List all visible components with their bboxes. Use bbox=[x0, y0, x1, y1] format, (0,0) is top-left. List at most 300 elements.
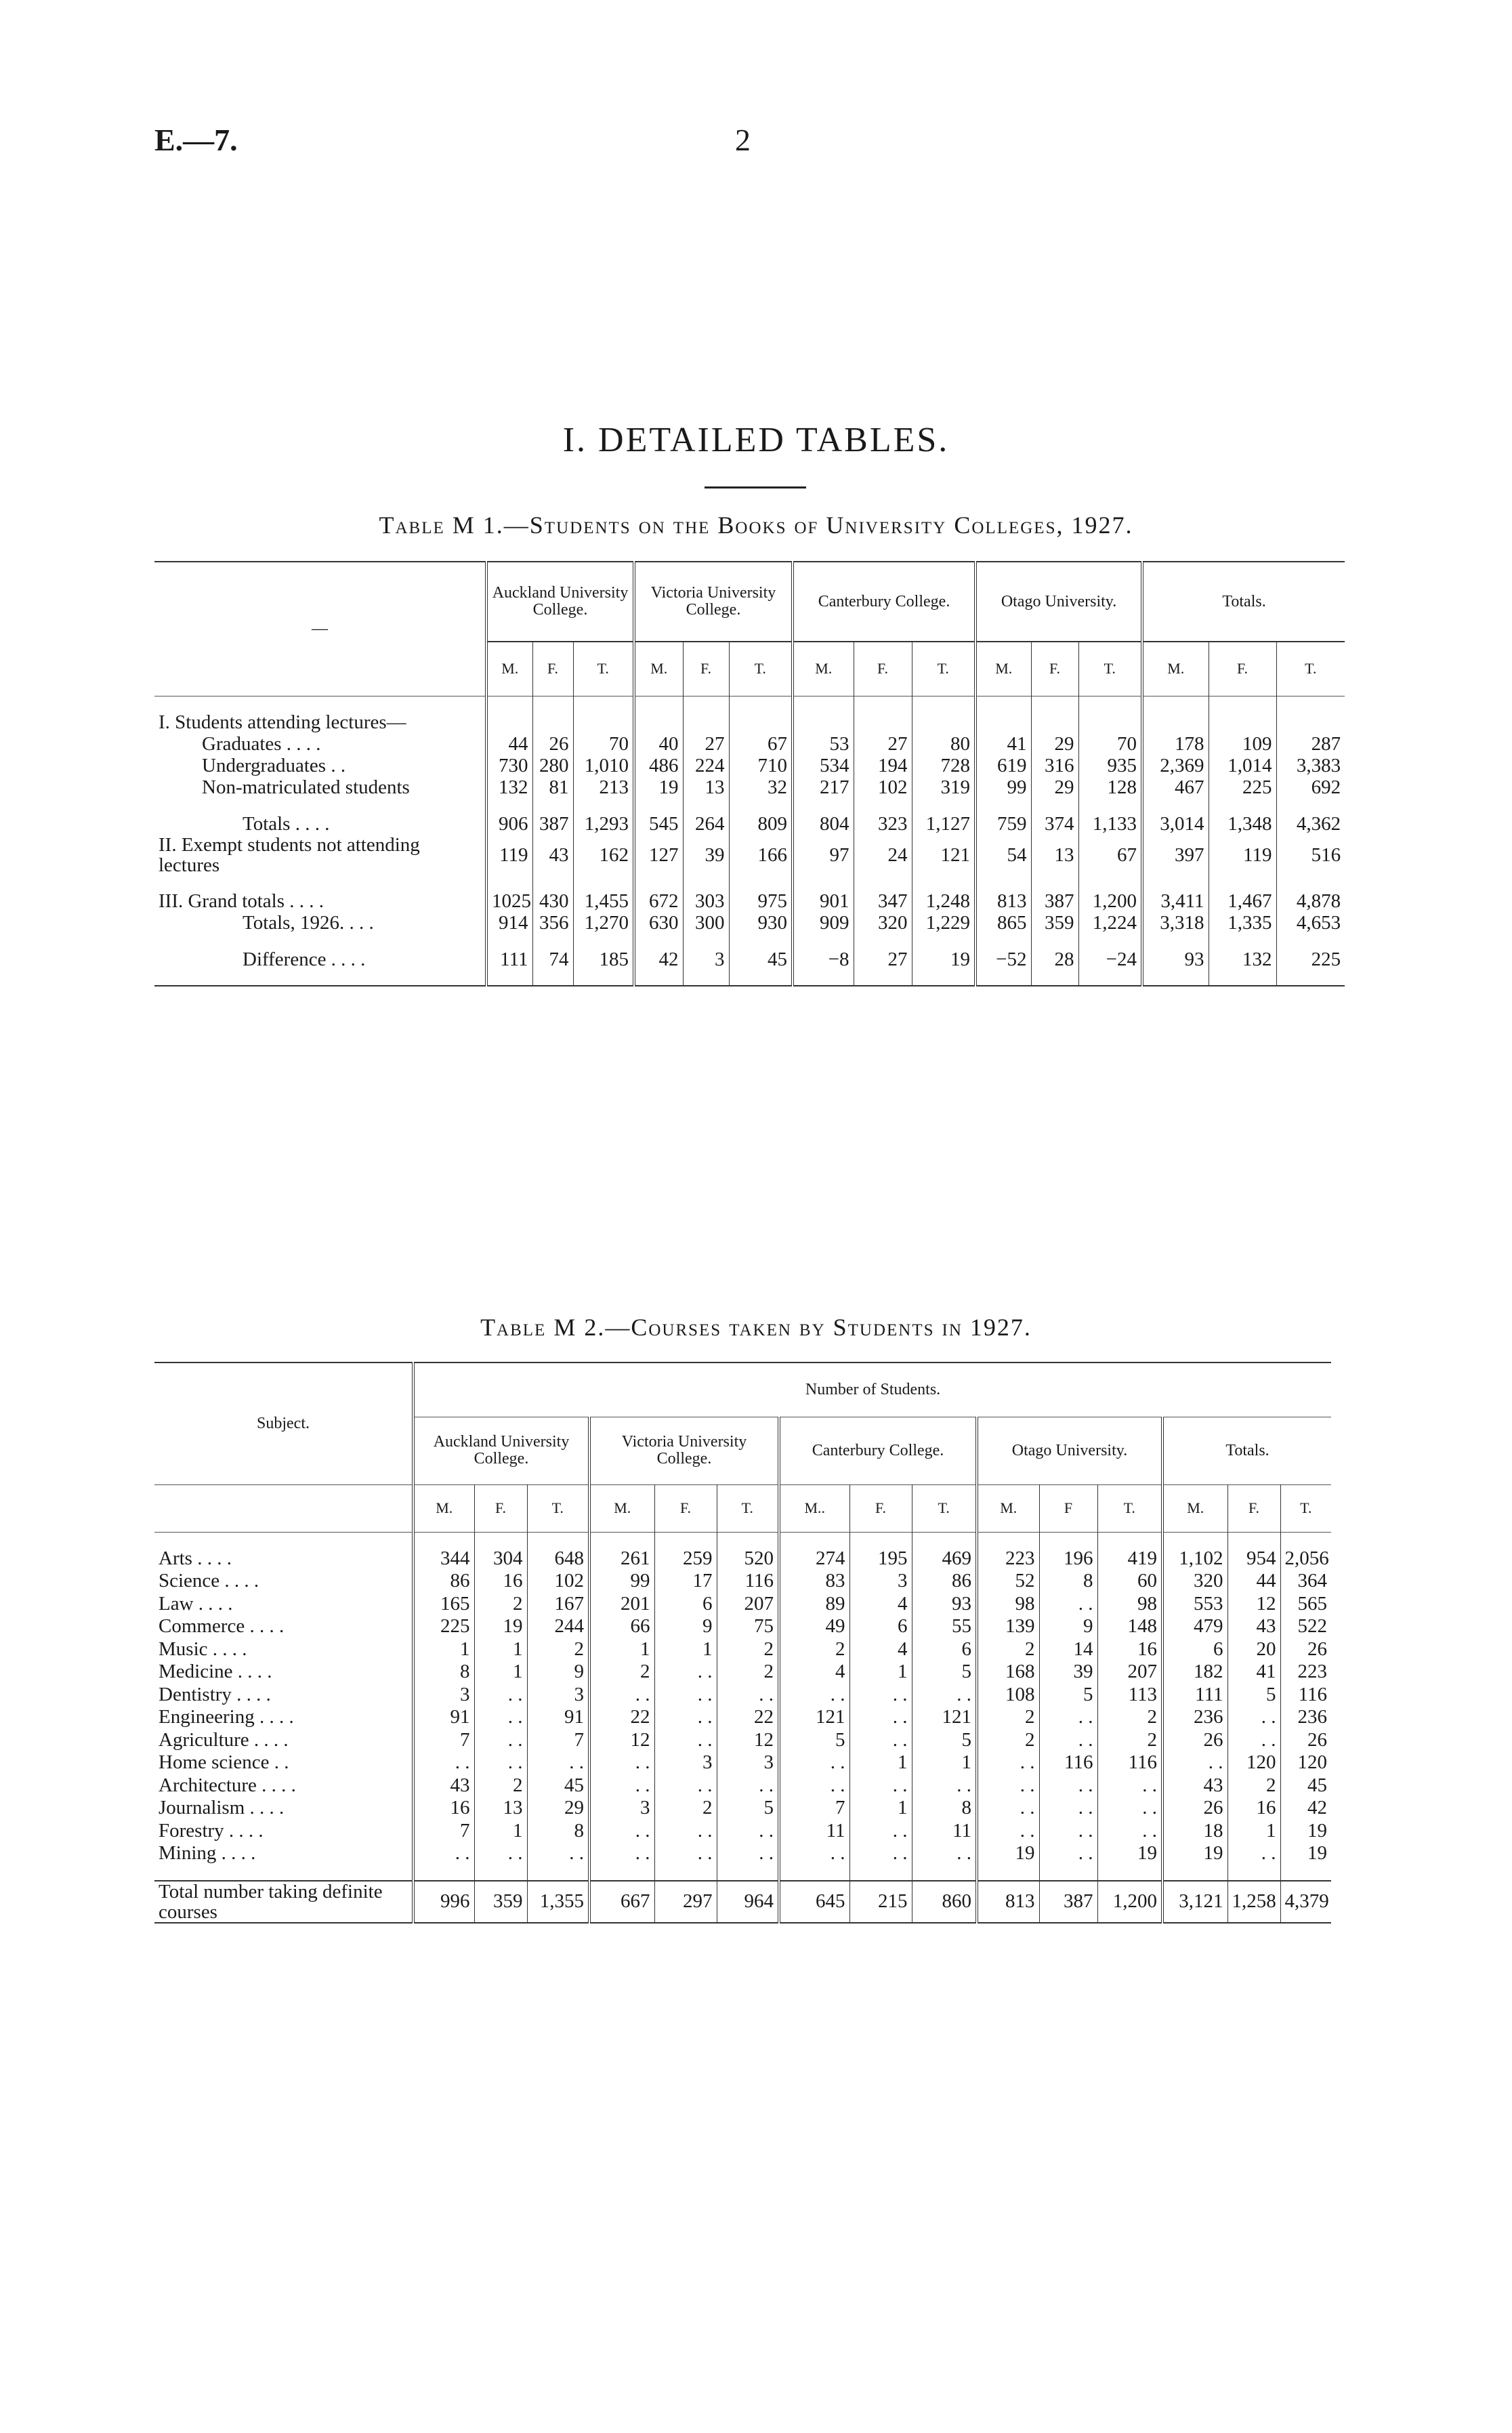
table-row bbox=[154, 1842, 1331, 1865]
table-cell: 148 bbox=[1097, 1615, 1162, 1638]
table-cell: . . bbox=[1039, 1729, 1097, 1752]
table-cell: . . bbox=[912, 1774, 977, 1797]
row-label: Arts . . . . bbox=[159, 1547, 232, 1569]
table-cell: 813 bbox=[977, 1881, 1039, 1923]
table-cell: 2,369 bbox=[1142, 755, 1209, 776]
table-cell: 8 bbox=[413, 1661, 474, 1684]
table-cell: 128 bbox=[1078, 776, 1142, 798]
table-cell: . . bbox=[474, 1842, 527, 1865]
table-row bbox=[154, 1797, 1331, 1820]
table-cell: 29 bbox=[1031, 776, 1078, 798]
table-cell: 196 bbox=[1039, 1547, 1097, 1571]
table-m2-subject-header: Subject. bbox=[154, 1363, 413, 1484]
table-cell: . . bbox=[849, 1729, 912, 1752]
table-cell: 4,362 bbox=[1276, 813, 1345, 835]
table-cell: 300 bbox=[683, 912, 729, 934]
row-label: Medicine . . . . bbox=[159, 1661, 272, 1682]
table-cell: 469 bbox=[912, 1547, 977, 1571]
title-rule bbox=[705, 486, 806, 488]
table-cell: 8 bbox=[527, 1820, 589, 1843]
table-cell: 39 bbox=[1039, 1661, 1097, 1684]
table-cell: 194 bbox=[854, 755, 912, 776]
table-row bbox=[154, 949, 1345, 970]
row-label: Engineering . . . . bbox=[159, 1706, 294, 1728]
row-label: Graduates . . . . bbox=[202, 732, 321, 755]
table-cell: 2 bbox=[474, 1593, 527, 1616]
table-cell: 116 bbox=[717, 1570, 779, 1593]
table-cell: 44 bbox=[1227, 1570, 1280, 1593]
table-cell: 692 bbox=[1276, 776, 1345, 798]
table-cell: 316 bbox=[1031, 755, 1078, 776]
sub-header: F. bbox=[1031, 642, 1078, 696]
table-cell: 303 bbox=[683, 890, 729, 912]
table-cell: 667 bbox=[589, 1881, 654, 1923]
table-cell: 166 bbox=[729, 835, 793, 875]
table-cell: 319 bbox=[912, 776, 975, 798]
table-cell: 217 bbox=[793, 776, 854, 798]
table-cell: 185 bbox=[573, 949, 634, 970]
table-cell: 26 bbox=[1162, 1797, 1227, 1820]
sub-header: M. bbox=[975, 642, 1031, 696]
table-cell: 29 bbox=[1031, 733, 1078, 755]
table-cell: 3 bbox=[589, 1797, 654, 1820]
table-cell: 1 bbox=[912, 1751, 977, 1774]
sub-header: T. bbox=[912, 642, 975, 696]
table-cell: 17 bbox=[654, 1570, 717, 1593]
table-cell: 201 bbox=[589, 1593, 654, 1616]
table-cell: 2 bbox=[654, 1797, 717, 1820]
table-cell bbox=[793, 711, 854, 733]
table-cell: 710 bbox=[729, 755, 793, 776]
table-cell: 2,056 bbox=[1280, 1547, 1331, 1571]
row-label: Totals . . . . bbox=[243, 812, 330, 835]
table-cell: 730 bbox=[486, 755, 532, 776]
table-cell: 619 bbox=[975, 755, 1031, 776]
row-label: Forestry . . . . bbox=[159, 1819, 264, 1842]
table-cell bbox=[1142, 711, 1209, 733]
table-cell: 13 bbox=[474, 1797, 527, 1820]
table-cell: 3 bbox=[413, 1684, 474, 1707]
sub-header: F bbox=[1039, 1484, 1097, 1532]
sub-header: T. bbox=[573, 642, 634, 696]
table-cell: . . bbox=[717, 1684, 779, 1707]
table-cell: 113 bbox=[1097, 1684, 1162, 1707]
table-cell: . . bbox=[654, 1661, 717, 1684]
table-cell: 102 bbox=[854, 776, 912, 798]
table-cell: 1,010 bbox=[573, 755, 634, 776]
table-cell: 98 bbox=[1097, 1593, 1162, 1616]
table-cell: 182 bbox=[1162, 1661, 1227, 1684]
table-cell: 9 bbox=[527, 1661, 589, 1684]
table-cell: 27 bbox=[854, 949, 912, 970]
table-cell: 8 bbox=[1039, 1570, 1097, 1593]
table-cell: 111 bbox=[486, 949, 532, 970]
table-cell: 52 bbox=[977, 1570, 1039, 1593]
table-cell: 1 bbox=[654, 1638, 717, 1661]
table-cell: 74 bbox=[532, 949, 573, 970]
table-cell: . . bbox=[413, 1751, 474, 1774]
table-cell: 6 bbox=[912, 1638, 977, 1661]
table-cell: 67 bbox=[729, 733, 793, 755]
table-cell: 344 bbox=[413, 1547, 474, 1571]
table-cell: 1,355 bbox=[527, 1881, 589, 1923]
table-cell: 975 bbox=[729, 890, 793, 912]
table-cell: 728 bbox=[912, 755, 975, 776]
table-cell: . . bbox=[779, 1842, 849, 1865]
table-cell: . . bbox=[779, 1774, 849, 1797]
table-m2-number-header: Number of Students. bbox=[413, 1363, 1331, 1417]
table-cell: 5 bbox=[779, 1729, 849, 1752]
table-cell: 12 bbox=[589, 1729, 654, 1752]
table-cell: 2 bbox=[474, 1774, 527, 1797]
row-label: Non-matriculated students bbox=[202, 776, 410, 798]
table-cell: 44 bbox=[486, 733, 532, 755]
table-cell: 954 bbox=[1227, 1547, 1280, 1571]
table-cell: 54 bbox=[975, 835, 1031, 875]
table-cell: 759 bbox=[975, 813, 1031, 835]
table-cell: 26 bbox=[1162, 1729, 1227, 1752]
table-cell: 29 bbox=[527, 1797, 589, 1820]
table-cell: 356 bbox=[532, 912, 573, 934]
table-row bbox=[154, 1593, 1331, 1616]
table-cell: 162 bbox=[573, 835, 634, 875]
table-cell: 387 bbox=[1039, 1881, 1097, 1923]
table-cell: 2 bbox=[589, 1661, 654, 1684]
table-cell: 545 bbox=[634, 813, 683, 835]
table-cell: 5 bbox=[912, 1729, 977, 1752]
table-cell: 66 bbox=[589, 1615, 654, 1638]
table-cell: 930 bbox=[729, 912, 793, 934]
table-cell: 297 bbox=[654, 1881, 717, 1923]
table-row bbox=[154, 733, 1345, 755]
table-cell: 4,878 bbox=[1276, 890, 1345, 912]
table-cell: 2 bbox=[717, 1638, 779, 1661]
table-m2-group-otago: Otago University. bbox=[977, 1417, 1162, 1484]
table-cell: 3 bbox=[654, 1751, 717, 1774]
table-cell: 2 bbox=[717, 1661, 779, 1684]
table-cell: . . bbox=[474, 1729, 527, 1752]
table-row bbox=[154, 813, 1345, 835]
table-cell: . . bbox=[474, 1751, 527, 1774]
table-cell: . . bbox=[977, 1774, 1039, 1797]
sub-header: M. bbox=[977, 1484, 1039, 1532]
table-cell: 534 bbox=[793, 755, 854, 776]
table-cell: −52 bbox=[975, 949, 1031, 970]
table-cell: 516 bbox=[1276, 835, 1345, 875]
table-cell: 1,455 bbox=[573, 890, 634, 912]
table-cell: . . bbox=[654, 1842, 717, 1865]
table-cell: 914 bbox=[486, 912, 532, 934]
row-label: Law . . . . bbox=[159, 1592, 233, 1615]
table-cell: 121 bbox=[779, 1706, 849, 1729]
table-cell: 93 bbox=[912, 1593, 977, 1616]
sub-header: F. bbox=[474, 1484, 527, 1532]
table-cell: 359 bbox=[474, 1881, 527, 1923]
table-cell: 259 bbox=[654, 1547, 717, 1571]
table-cell: 274 bbox=[779, 1547, 849, 1571]
table-cell bbox=[975, 711, 1031, 733]
row-label: Dentistry . . . . bbox=[159, 1683, 271, 1705]
table-cell: . . bbox=[589, 1774, 654, 1797]
table-cell: 813 bbox=[975, 890, 1031, 912]
table-row bbox=[154, 1881, 1331, 1923]
table-cell: 264 bbox=[683, 813, 729, 835]
table-cell: . . bbox=[1097, 1774, 1162, 1797]
table-cell: 127 bbox=[634, 835, 683, 875]
table-cell: 225 bbox=[1276, 949, 1345, 970]
table-m2 bbox=[154, 1362, 1331, 1923]
table-cell: 565 bbox=[1280, 1593, 1331, 1616]
table-cell: 1 bbox=[1227, 1820, 1280, 1843]
table-cell: 1,102 bbox=[1162, 1547, 1227, 1571]
table-cell: . . bbox=[977, 1820, 1039, 1843]
table-cell: 42 bbox=[634, 949, 683, 970]
table-cell: 75 bbox=[717, 1615, 779, 1638]
table-cell: 225 bbox=[413, 1615, 474, 1638]
table-cell: 40 bbox=[634, 733, 683, 755]
table-cell: 223 bbox=[1280, 1661, 1331, 1684]
table-cell: 645 bbox=[779, 1881, 849, 1923]
table-cell: . . bbox=[654, 1729, 717, 1752]
sub-header: F. bbox=[683, 642, 729, 696]
table-cell: 430 bbox=[532, 890, 573, 912]
table-cell: 19 bbox=[977, 1842, 1039, 1865]
table-cell: 387 bbox=[1031, 890, 1078, 912]
row-label: Totals, 1926. . . . bbox=[243, 911, 374, 934]
table-cell: 553 bbox=[1162, 1593, 1227, 1616]
table-cell: 12 bbox=[717, 1729, 779, 1752]
table-cell: 860 bbox=[912, 1881, 977, 1923]
table-cell: 70 bbox=[573, 733, 634, 755]
table-cell: 1025 bbox=[486, 890, 532, 912]
table-cell: 13 bbox=[683, 776, 729, 798]
table-cell: 6 bbox=[654, 1593, 717, 1616]
table-cell: . . bbox=[1097, 1797, 1162, 1820]
table-cell: 909 bbox=[793, 912, 854, 934]
table-cell bbox=[1078, 711, 1142, 733]
table-cell: 80 bbox=[912, 733, 975, 755]
table-cell: 287 bbox=[1276, 733, 1345, 755]
table-cell bbox=[573, 711, 634, 733]
table-cell: 4 bbox=[779, 1661, 849, 1684]
table-cell: 16 bbox=[413, 1797, 474, 1820]
table-cell bbox=[1276, 711, 1345, 733]
table-cell: 5 bbox=[912, 1661, 977, 1684]
table-row bbox=[154, 890, 1345, 912]
table-row bbox=[154, 1729, 1331, 1752]
table-cell: 901 bbox=[793, 890, 854, 912]
table-cell: 3 bbox=[849, 1570, 912, 1593]
table-row bbox=[154, 912, 1345, 934]
table-cell: 5 bbox=[1039, 1684, 1097, 1707]
table-cell: 43 bbox=[1162, 1774, 1227, 1797]
table-cell: 359 bbox=[1031, 912, 1078, 934]
table-cell: 111 bbox=[1162, 1684, 1227, 1707]
table-row bbox=[154, 1638, 1331, 1661]
table-cell: 20 bbox=[1227, 1638, 1280, 1661]
table-cell: 280 bbox=[532, 755, 573, 776]
table-cell: 6 bbox=[849, 1615, 912, 1638]
table-cell: 70 bbox=[1078, 733, 1142, 755]
table-cell: 99 bbox=[975, 776, 1031, 798]
sub-header: F. bbox=[654, 1484, 717, 1532]
table-cell: 26 bbox=[532, 733, 573, 755]
table-cell: 41 bbox=[975, 733, 1031, 755]
table-cell: . . bbox=[1162, 1751, 1227, 1774]
table-m2-group-totals: Totals. bbox=[1162, 1417, 1331, 1484]
table-cell: 121 bbox=[912, 1706, 977, 1729]
table-cell: . . bbox=[717, 1820, 779, 1843]
table-cell: 81 bbox=[532, 776, 573, 798]
table-cell: 27 bbox=[683, 733, 729, 755]
table-cell: 6 bbox=[1162, 1638, 1227, 1661]
table-cell: 39 bbox=[683, 835, 729, 875]
table-cell: 1,258 bbox=[1227, 1881, 1280, 1923]
sub-header: F. bbox=[1227, 1484, 1280, 1532]
table-cell: . . bbox=[912, 1842, 977, 1865]
sub-header: T. bbox=[1276, 642, 1345, 696]
table-cell: 195 bbox=[849, 1547, 912, 1571]
table-m1-group-otago: Otago University. bbox=[975, 562, 1142, 642]
table-cell: . . bbox=[474, 1684, 527, 1707]
sub-header: T. bbox=[729, 642, 793, 696]
table-cell: 26 bbox=[1280, 1638, 1331, 1661]
table-cell: . . bbox=[977, 1797, 1039, 1820]
table-m1-group-auckland: Auckland University College. bbox=[486, 562, 634, 642]
table-cell: 168 bbox=[977, 1661, 1039, 1684]
table-cell: 19 bbox=[474, 1615, 527, 1638]
table-row bbox=[154, 1547, 1331, 1571]
table-m1-caption: Table M 1.—Students on the Books of University Colleges, 1927. bbox=[379, 512, 1133, 539]
table-m1 bbox=[154, 561, 1345, 986]
table-cell: 91 bbox=[413, 1706, 474, 1729]
sub-header: M.. bbox=[779, 1484, 849, 1532]
table-cell: 43 bbox=[1227, 1615, 1280, 1638]
table-cell: 1,348 bbox=[1209, 813, 1276, 835]
table-cell: 236 bbox=[1162, 1706, 1227, 1729]
table-cell: 522 bbox=[1280, 1615, 1331, 1638]
table-cell bbox=[729, 711, 793, 733]
table-cell: 19 bbox=[634, 776, 683, 798]
table-cell: 119 bbox=[486, 835, 532, 875]
table-cell: 43 bbox=[413, 1774, 474, 1797]
table-cell: 7 bbox=[413, 1820, 474, 1843]
table-cell: 1 bbox=[589, 1638, 654, 1661]
table-cell: 132 bbox=[486, 776, 532, 798]
table-cell: 320 bbox=[854, 912, 912, 934]
table-cell: 304 bbox=[474, 1547, 527, 1571]
table-cell: 19 bbox=[1162, 1842, 1227, 1865]
sub-header: T. bbox=[527, 1484, 589, 1532]
sub-header: M. bbox=[589, 1484, 654, 1532]
table-cell: 97 bbox=[793, 835, 854, 875]
table-cell: 207 bbox=[717, 1593, 779, 1616]
table-row bbox=[154, 1706, 1331, 1729]
sub-header: M. bbox=[1142, 642, 1209, 696]
table-m1-group-totals: Totals. bbox=[1142, 562, 1345, 642]
table-cell: 374 bbox=[1031, 813, 1078, 835]
table-cell: . . bbox=[1227, 1729, 1280, 1752]
table-cell: 4,653 bbox=[1276, 912, 1345, 934]
sub-header: F. bbox=[532, 642, 573, 696]
row-label: Music . . . . bbox=[159, 1638, 247, 1660]
table-cell: . . bbox=[527, 1751, 589, 1774]
table-cell: . . bbox=[779, 1751, 849, 1774]
table-cell: 93 bbox=[1142, 949, 1209, 970]
table-cell: 520 bbox=[717, 1547, 779, 1571]
table-cell: . . bbox=[977, 1751, 1039, 1774]
table-cell: 121 bbox=[912, 835, 975, 875]
table-cell: 26 bbox=[1280, 1729, 1331, 1752]
table-cell: 119 bbox=[1209, 835, 1276, 875]
table-cell: 116 bbox=[1280, 1684, 1331, 1707]
table-m1-group-victoria: Victoria University College. bbox=[634, 562, 793, 642]
table-cell: 55 bbox=[912, 1615, 977, 1638]
row-label: Total number taking definite courses bbox=[159, 1880, 383, 1923]
table-cell: . . bbox=[849, 1820, 912, 1843]
table-cell: 27 bbox=[854, 733, 912, 755]
table-cell: 906 bbox=[486, 813, 532, 835]
sub-header: F. bbox=[854, 642, 912, 696]
table-m2-caption: Table M 2.—Courses taken by Students in 1927. bbox=[480, 1314, 1032, 1341]
table-cell: 7 bbox=[413, 1729, 474, 1752]
table-cell: . . bbox=[654, 1706, 717, 1729]
table-row bbox=[154, 1684, 1331, 1707]
table-cell: . . bbox=[1039, 1774, 1097, 1797]
table-cell: . . bbox=[849, 1706, 912, 1729]
table-row bbox=[154, 1820, 1331, 1843]
table-cell: 1 bbox=[474, 1661, 527, 1684]
table-cell: 1,467 bbox=[1209, 890, 1276, 912]
table-cell: 53 bbox=[793, 733, 854, 755]
table-cell bbox=[912, 711, 975, 733]
table-cell: . . bbox=[849, 1842, 912, 1865]
table-cell: 42 bbox=[1280, 1797, 1331, 1820]
table-cell: 16 bbox=[1227, 1797, 1280, 1820]
table-cell bbox=[486, 711, 532, 733]
table-cell: 3,318 bbox=[1142, 912, 1209, 934]
sub-header: M. bbox=[634, 642, 683, 696]
table-cell: 964 bbox=[717, 1881, 779, 1923]
table-cell: . . bbox=[589, 1684, 654, 1707]
table-row bbox=[154, 755, 1345, 776]
table-cell: 3 bbox=[683, 949, 729, 970]
table-cell: 2 bbox=[1227, 1774, 1280, 1797]
table-cell bbox=[1031, 711, 1078, 733]
sub-header: M. bbox=[413, 1484, 474, 1532]
table-cell: 5 bbox=[1227, 1684, 1280, 1707]
table-cell: 225 bbox=[1209, 776, 1276, 798]
table-cell: . . bbox=[589, 1842, 654, 1865]
table-cell: 215 bbox=[849, 1881, 912, 1923]
table-cell: 1,248 bbox=[912, 890, 975, 912]
row-label: Architecture . . . . bbox=[159, 1774, 296, 1796]
table-cell: −8 bbox=[793, 949, 854, 970]
table-cell: 86 bbox=[912, 1570, 977, 1593]
table-cell: 16 bbox=[474, 1570, 527, 1593]
table-cell: 49 bbox=[779, 1615, 849, 1638]
table-cell: 996 bbox=[413, 1881, 474, 1923]
row-label: I. Students attending lectures— bbox=[159, 711, 406, 733]
table-m1-corner: — bbox=[154, 562, 486, 696]
sub-header: M. bbox=[1162, 1484, 1227, 1532]
table-cell: 45 bbox=[527, 1774, 589, 1797]
table-cell: 1,293 bbox=[573, 813, 634, 835]
table-cell: 43 bbox=[532, 835, 573, 875]
table-cell: 2 bbox=[977, 1638, 1039, 1661]
table-cell: . . bbox=[654, 1820, 717, 1843]
page-number: 2 bbox=[735, 123, 751, 157]
